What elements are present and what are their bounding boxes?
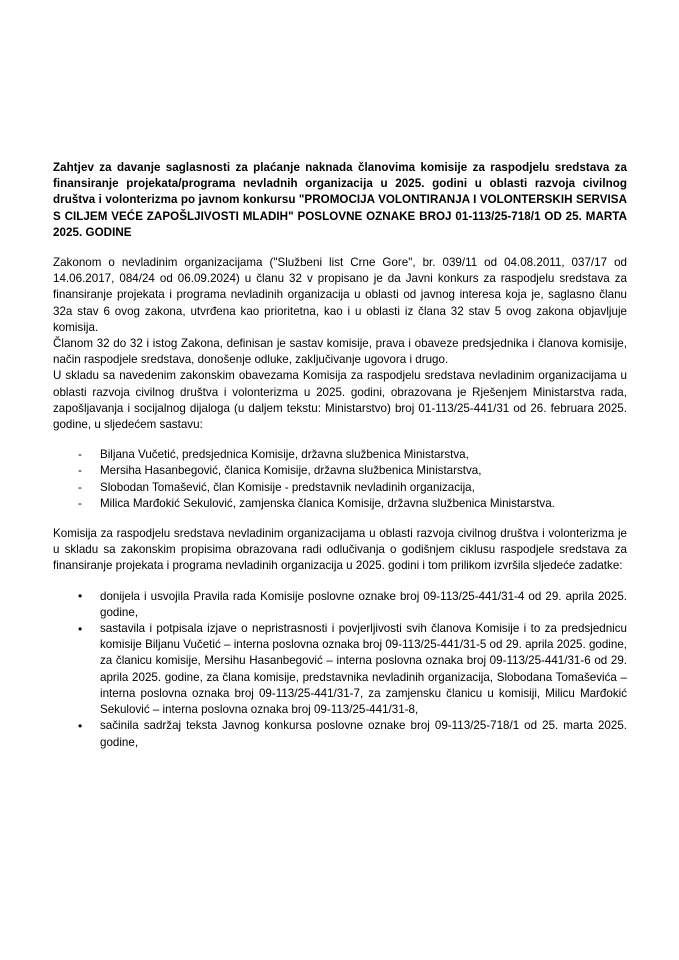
page-title: Zahtjev za davanje saglasnosti za plaćanje naknada članovima komisije za raspodjelu sredstava za finansiranje projekata/programa nevladnih organizacija u 2025. godini u oblasti razvoja civilnog društva i volonterizma po javnom konkursu "PROMOCIJA VOLONTIRANJA I VOLONTERSKIH SERVISA S CILJEM VEĆE ZAPOŠLJIVOSTI MLADIH" POSLOVNE OZNAKE BROJ 01-113/25-718/1 OD 25. MARTA 2025. GODINE (53, 161, 627, 239)
paragraph-law-reference: Zakonom o nevladinim organizacijama ("Službeni list Crne Gore", br. 039/11 od 04.08.2011, 037/17 od 14.06.2017, 084/24 od 06.09.2024) u članu 32 v propisano je da Javni konkurs za raspodjelu sredstava za finansiranje projekata i programa nevladinih organizacija u oblasti od javnog interesa koja je, saglasno članu 32a stav 6 ovog zakona, utvrđena kao prioritetna, kao i u oblasti iz člana 32 stav 5 ovog zakona objavljuje komisija. (53, 256, 627, 334)
list-item: - Milica Marđokić Sekulović, zamjenska članica Komisije, državna službenica Ministarstva. (53, 496, 627, 512)
list-item: - Mersiha Hasanbegović, članica Komisije, državna službenica Ministarstva, (53, 463, 627, 479)
paragraph-law-composition: Članom 32 do 32 i istog Zakona, definisan je sastav komisije, prava i obaveze predsjednika i članova komisije, način raspodjele sredstava, donošenje odluke, zaključivanje ugovora i drugo. (53, 337, 627, 367)
list-item: - Biljana Vučetić, predsjednica Komisije, državna službenica Ministarstva, (53, 447, 627, 463)
list-item: - Slobodan Tomašević, član Komisije - predstavnik nevladinih organizacija, (53, 480, 627, 496)
list-item: • sačinila sadržaj teksta Javnog konkursa poslovne oznake broj 09-113/25-718/1 od 25. marta 2025. godine, (53, 718, 627, 750)
commission-members-list (53, 447, 627, 512)
paragraph-commission-formation: U skladu sa navedenim zakonskim obavezama Komisija za raspodjelu sredstava nevladinim organizacijama u oblasti razvoja civilnog društva i volonterizma u 2025. godini, obrazovana je Rješenjem Ministarstva rada, zapošljavanja i socijalnog dijaloga (u daljem tekstu: Ministarstvo) broj 01-113/25-441/31 od 26. februara 2025. godine, u sljedećem sastavu: (53, 369, 627, 432)
list-item: • donijela i usvojila Pravila rada Komisije poslovne oznake broj 09-113/25-441/31-4 od 29. aprila 2025. godine, (53, 589, 627, 621)
list-item: • sastavila i potpisala izjave o nepristrasnosti i povjerljivosti svih članova Komisije i to za predsjednicu komisije Biljanu Vučetić – interna poslovna oznaka broj 09-113/25-441/31-5 od 29. aprila 2025. godine, za članicu komisije, Mersihu Hasanbegović – interna poslovna oznaka broj 09-113/25-441/31-6 od 29. aprila 2025. godine, za člana komisije, predstavnika nevladinih organizacija, Slobodana Tomaševića – interna poslovna oznaka broj 09-113/25-441/31-7, za zamjensku članicu u komisiji, Milicu Marđokić Sekulović – interna poslovna oznaka broj 09-113/25-441/31-8, (53, 621, 627, 718)
commission-tasks-list (53, 589, 627, 751)
paragraph-tasks-intro: Komisija za raspodjelu sredstava nevladinim organizacijama u oblasti razvoja civilnog društva i volonterizma je u skladu sa zakonskim propisima obrazovana radi odlučivanja o godišnjem ciklusu raspodjele sredstava za finansiranje projekata i programa nevladinih organizacija u 2025. godini i tom prilikom izvršila sljedeće zadatke: (53, 527, 627, 573)
